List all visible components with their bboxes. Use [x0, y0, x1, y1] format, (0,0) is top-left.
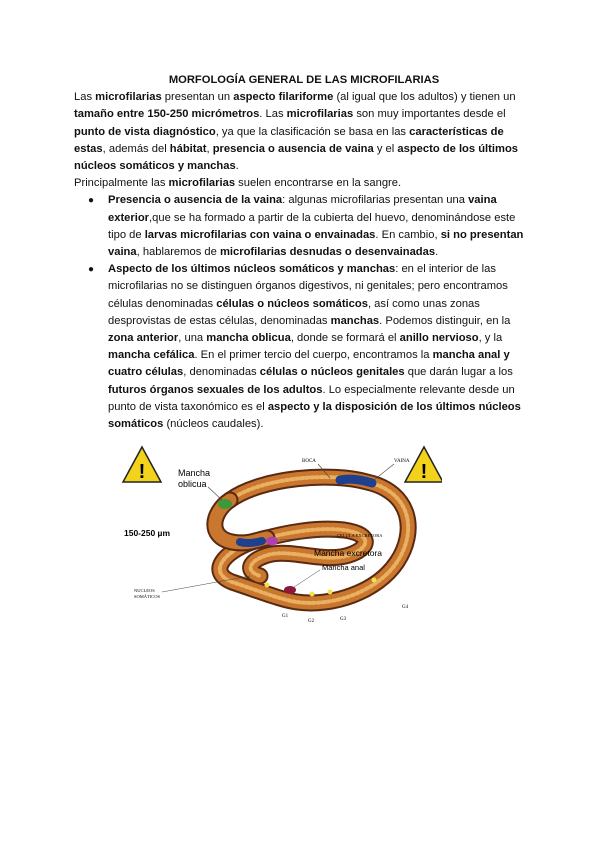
text-run: , además del	[102, 142, 170, 155]
sheath-segment	[340, 479, 372, 483]
text-run: .	[235, 160, 239, 173]
bold-run: si no presentan vaina	[108, 228, 524, 259]
text-run: , denominadas	[183, 366, 260, 379]
genital-cell	[372, 578, 377, 583]
microfilaria-diagram	[112, 442, 442, 632]
text-run: . Las	[259, 108, 287, 121]
label-g3: G3	[340, 617, 347, 622]
label-nucleos: NUCLEOS	[134, 588, 155, 593]
bullet-list	[74, 192, 534, 433]
warning-glyph: !	[138, 461, 146, 483]
text-run: presentan un	[161, 91, 234, 104]
label-mancha-excretora: Mancha excretora	[314, 548, 383, 558]
list-item	[88, 261, 534, 433]
habitat-paragraph	[74, 175, 534, 192]
text-run: (al igual que los adultos) y tienen un	[333, 91, 516, 104]
text-run: , hablaremos de	[136, 246, 220, 259]
bullet-icon: ●	[88, 195, 95, 207]
bold-run: anillo nervioso	[399, 332, 479, 345]
bold-run: mancha oblicua	[206, 332, 291, 345]
bold-run: punto de vista diagnóstico	[74, 125, 216, 138]
text-run: ,	[206, 142, 213, 155]
bold-run: tamaño entre 150-250 micrómetros	[74, 108, 260, 121]
text-run: : algunas microfilarias presentan una	[282, 194, 469, 207]
bold-run: células o núcleos genitales	[259, 366, 405, 379]
text-run: ,que se ha formado a partir de la cubierta del huevo, denominándose este tipo de	[108, 211, 516, 241]
text-run: (núcleos caudales).	[163, 418, 264, 431]
bold-run: aspecto de los últimos núcleos somáticos y manchas	[74, 142, 518, 173]
bold-run: células o núcleos somáticos	[216, 297, 368, 310]
genital-cell	[265, 583, 270, 588]
intro-paragraph	[74, 89, 534, 175]
label-mancha-anal: Mancha anal	[322, 563, 365, 572]
sheath-segment	[240, 541, 262, 543]
text-body	[74, 72, 534, 433]
bold-run: microfilarias	[168, 177, 236, 190]
bold-run: futuros órganos sexuales de los adultos	[108, 383, 323, 396]
bold-run: aspecto filariforme	[233, 91, 334, 104]
genital-cell	[310, 592, 315, 597]
leader-line	[294, 570, 320, 587]
text-run: . Lo especialmente relevante desde un punto de vista taxonómico es el	[108, 383, 515, 413]
text-run: son muy importantes desde el	[353, 108, 506, 121]
leader-line	[374, 464, 394, 480]
bold-run: hábitat	[169, 142, 207, 155]
text-run: , y la	[478, 332, 503, 345]
label-g2: G2	[308, 619, 315, 624]
bold-run: mancha anal y cuatro células	[108, 349, 510, 379]
text-run: . En cambio,	[375, 228, 441, 241]
text-run: que darán lugar a los	[404, 366, 513, 379]
warning-icon	[123, 447, 161, 483]
text-run: suelen encontrarse en la sangre.	[235, 177, 402, 190]
text-run: y el	[373, 142, 398, 155]
bold-run: zona anterior	[108, 332, 179, 345]
label-celula-excretora: CELULA EXCRETORA	[337, 533, 383, 538]
leader-line	[208, 487, 222, 500]
text-run: : en el interior de las microfilarias no se distinguen órganos digestivos, ni genitales; pero encontramos células denominadas	[108, 263, 508, 310]
bold-run: Aspecto de los últimos núcleos somáticos y manchas	[108, 263, 396, 276]
label-mancha-oblicua: Mancha	[178, 468, 211, 478]
bold-run: microfilarias	[95, 91, 162, 104]
bullet-icon: ●	[88, 264, 95, 276]
bold-run: aspecto y la disposición de los últimos núcleos somáticos	[108, 400, 521, 431]
size-label: 150-250 µm	[124, 528, 171, 538]
label-mancha-oblicua-2: oblicua	[178, 479, 207, 489]
bold-run: Presencia o ausencia de la vaina	[108, 194, 283, 207]
label-boca: BOCA	[302, 459, 316, 464]
page-title: MORFOLOGÍA GENERAL DE LAS MICROFILARIAS	[168, 74, 440, 86]
text-run: . En el primer tercio del cuerpo, encontramos la	[194, 349, 433, 362]
bold-run: manchas	[330, 314, 380, 327]
anal-spot	[284, 586, 296, 594]
text-run: , donde se formará el	[290, 332, 400, 345]
bold-run: mancha cefálica	[108, 349, 195, 362]
text-run: , así como unas zonas desprovistas de estas células, denominadas	[108, 297, 480, 327]
text-run: , ya que la clasificación se basa en las	[215, 125, 410, 138]
bold-run: larvas microfilarias con vaina o envainadas	[144, 228, 376, 241]
label-vaina: VAINA	[394, 459, 410, 464]
text-run: , una	[178, 332, 207, 345]
bold-run: vaina exterior	[108, 194, 497, 224]
bold-run: microfilarias	[286, 108, 354, 121]
label-g4: G4	[402, 605, 409, 610]
text-run: Las	[74, 91, 96, 104]
warning-glyph: !	[420, 461, 428, 483]
text-run: .	[435, 246, 439, 259]
list-item	[88, 192, 534, 261]
oblique-spot	[218, 499, 232, 509]
text-run: . Podemos distinguir, en la	[379, 314, 511, 327]
genital-cell	[328, 590, 333, 595]
bold-run: presencia o ausencia de vaina	[212, 142, 374, 155]
warning-icon	[405, 447, 442, 483]
text-run: Principalmente las	[74, 177, 169, 190]
label-g1: G1	[282, 614, 289, 619]
label-nucleos-2: SOMÁTICOS	[134, 594, 161, 599]
bold-run: microfilarias desnudas o desenvainadas	[219, 246, 436, 259]
excretory-spot	[266, 537, 278, 546]
bold-run: características de estas	[74, 125, 504, 155]
